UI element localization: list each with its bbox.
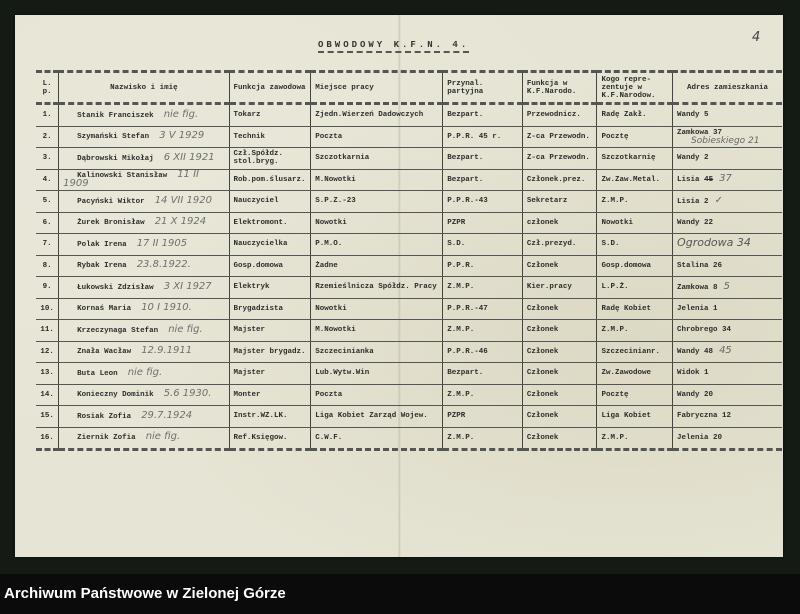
cell-role: Członek	[522, 341, 597, 363]
cell-function: Nauczycielka	[229, 234, 311, 256]
handwritten-note: 12.9.1911	[141, 345, 193, 357]
header-represents: Kogo repre-zentuje w K.F.Narodow.	[597, 72, 673, 104]
cell-name	[59, 126, 229, 148]
cell-address	[673, 255, 782, 277]
cell-workplace: C.W.F.	[311, 427, 443, 450]
cell-function: Rob.pom.ślusarz.	[229, 169, 311, 191]
cell-represents: L.P.Ż.	[597, 277, 673, 299]
cell-party: Z.M.P.	[443, 277, 523, 299]
cell-name	[59, 406, 229, 428]
header-role: Funkcja w K.F.Narodo.	[522, 72, 597, 104]
cell-party: Bezpart.	[443, 104, 523, 127]
cell-party: Bezpart.	[443, 169, 523, 191]
address-text: Chrobrego 34	[677, 326, 732, 335]
cell-function: Elektryk	[229, 277, 311, 299]
cell-represents: Z.M.P.	[597, 427, 673, 450]
cell-represents: Radę Kobiet	[597, 298, 673, 320]
cell-workplace: Nowotki	[311, 212, 443, 234]
cell-party: Z.M.P.	[443, 320, 523, 342]
name-text: Kornaś Maria	[77, 305, 132, 314]
address-note: 37	[719, 173, 732, 185]
cell-workplace: Lub.Wytw.Win	[311, 363, 443, 385]
address-text: Zamkowa 37	[677, 128, 723, 137]
cell-role: Przewodnicz.	[522, 104, 597, 127]
cell-address	[673, 384, 782, 406]
cell-name	[59, 341, 229, 363]
cell-represents: Szczecinianr.	[597, 341, 673, 363]
name-text: Rybak Irena	[77, 262, 127, 271]
cell-workplace: Nowotki	[311, 298, 443, 320]
cell-lp: 7.	[36, 234, 59, 256]
name-text: Kalinowski Stanisław	[77, 171, 168, 180]
cell-role: Czł.prezyd.	[522, 234, 597, 256]
handwritten-note: 14 VII 1920	[154, 194, 212, 206]
handwritten-note: 6 XII 1921	[163, 151, 215, 163]
cell-represents: Pocztę	[597, 126, 673, 148]
table-row	[36, 298, 782, 320]
header-lp: L. p.	[36, 72, 59, 104]
address-text: Lisia 2	[677, 197, 709, 206]
address-note-below: Sobieskiego 21	[691, 135, 760, 146]
cell-function: Monter	[229, 384, 311, 406]
cell-lp: 9.	[36, 277, 59, 299]
cell-workplace: S.P.Z.-23	[311, 191, 443, 213]
name-text: Buta Leon	[77, 369, 118, 378]
handwritten-note: nie fig.	[163, 108, 199, 120]
cell-party: P.P.R.-43	[443, 191, 523, 213]
name-text: Ziernik Zofia	[77, 434, 136, 443]
cell-workplace: M.Nowotki	[311, 320, 443, 342]
address-text: Wandy 5	[677, 111, 709, 120]
address-text: Zamkowa 8	[677, 283, 718, 292]
cell-workplace: Liga Kobiet Zarząd Wojew.	[311, 406, 443, 428]
cell-address	[673, 126, 782, 148]
cell-name	[59, 298, 229, 320]
members-table	[36, 70, 782, 451]
cell-party: P.P.R.-47	[443, 298, 523, 320]
header-workplace: Miejsce pracy	[311, 72, 443, 104]
handwritten-note: 11 II 1909	[63, 168, 199, 189]
address-text: Wandy 22	[677, 218, 714, 227]
cell-workplace: Szczecinianka	[311, 341, 443, 363]
name-text: Konieczny Dominik	[77, 391, 154, 400]
address-note: 5	[723, 280, 730, 292]
header-address: Adres zamieszkania	[673, 72, 782, 104]
cell-address	[673, 148, 782, 170]
cell-workplace: Zjedn.Wierzeń Dadowczych	[311, 104, 443, 127]
header-function: Funkcja zawodowa	[229, 72, 311, 104]
cell-function: Majster	[229, 363, 311, 385]
document-title: OBWODOWY K.F.N. 4.	[318, 40, 469, 53]
table-row	[36, 255, 782, 277]
cell-function: Instr.WZ.LK.	[229, 406, 311, 428]
handwritten-note: 3 V 1929	[159, 130, 205, 142]
address-text: Wandy 2	[677, 154, 709, 163]
cell-function: Majster brygadz.	[229, 341, 311, 363]
handwritten-note: 23.8.1922.	[136, 259, 191, 271]
cell-represents: Szczotkarnię	[597, 148, 673, 170]
cell-function: Czł.Spółdz. stol.bryg.	[229, 148, 311, 170]
cell-role: Członek	[522, 320, 597, 342]
cell-workplace: Poczta	[311, 384, 443, 406]
cell-role: Członek	[522, 384, 597, 406]
address-text: Jelenia 20	[677, 433, 723, 442]
cell-represents: Z.M.P.	[597, 191, 673, 213]
table-row	[36, 234, 782, 256]
cell-address	[673, 341, 782, 363]
address-text: Wandy 48	[677, 348, 714, 357]
cell-role: członek	[522, 212, 597, 234]
cell-workplace: Szczotkarnia	[311, 148, 443, 170]
table-header-row	[36, 72, 782, 104]
cell-role: Sekretarz	[522, 191, 597, 213]
cell-party: S.D.	[443, 234, 523, 256]
cell-address	[673, 363, 782, 385]
cell-role: Członek	[522, 255, 597, 277]
cell-represents: Liga Kobiet	[597, 406, 673, 428]
cell-party: Z.M.P.	[443, 427, 523, 450]
address-handwritten: Ogrodowa 34	[677, 236, 751, 250]
cell-lp: 11.	[36, 320, 59, 342]
cell-lp: 4.	[36, 169, 59, 191]
handwritten-note: nie fig.	[127, 366, 163, 378]
cell-role: Kier.pracy	[522, 277, 597, 299]
name-text: Krzeczynaga Stefan	[77, 326, 159, 335]
cell-represents: Zw.Zaw.Metal.	[597, 169, 673, 191]
cell-function: Gosp.domowa	[229, 255, 311, 277]
table-row	[36, 104, 782, 127]
name-text: Polak Irena	[77, 240, 127, 249]
cell-function: Majster	[229, 320, 311, 342]
cell-name	[59, 104, 229, 127]
handwritten-note: 10 I 1910.	[141, 302, 192, 314]
cell-name	[59, 363, 229, 385]
cell-party: Bezpart.	[443, 148, 523, 170]
cell-name	[59, 320, 229, 342]
cell-lp: 15.	[36, 406, 59, 428]
cell-lp: 12.	[36, 341, 59, 363]
name-text: Rosiak Zofia	[77, 412, 132, 421]
cell-represents: Z.M.P.	[597, 320, 673, 342]
cell-party: PZPR	[443, 212, 523, 234]
cell-function: Technik	[229, 126, 311, 148]
table-row	[36, 277, 782, 299]
name-text: Znała Wacław	[77, 348, 132, 357]
cell-lp: 13.	[36, 363, 59, 385]
cell-address	[673, 191, 782, 213]
cell-party: Bezpart.	[443, 363, 523, 385]
cell-name	[59, 277, 229, 299]
cell-role: Z-ca Przewodn.	[522, 148, 597, 170]
cell-lp: 14.	[36, 384, 59, 406]
cell-name	[59, 255, 229, 277]
cell-name	[59, 427, 229, 450]
cell-party: P.P.R.	[443, 255, 523, 277]
name-text: Żurek Bronisław	[77, 219, 145, 228]
cell-function: Ref.Księgow.	[229, 427, 311, 450]
cell-workplace: Żadne	[311, 255, 443, 277]
table-row	[36, 363, 782, 385]
address-note: ✓	[714, 194, 723, 206]
name-text: Pacyński Wiktor	[77, 197, 145, 206]
table-row	[36, 341, 782, 363]
handwritten-note: 17 II 1905	[136, 237, 188, 249]
cell-role: Członek	[522, 406, 597, 428]
name-text: Szymański Stefan	[77, 133, 150, 142]
cell-function: Brygadzista	[229, 298, 311, 320]
address-text: Fabryczna 12	[677, 412, 732, 421]
cell-address	[673, 298, 782, 320]
cell-lp: 6.	[36, 212, 59, 234]
archive-caption: Archiwum Państwowe w Zielonej Górze	[4, 585, 286, 602]
cell-lp: 5.	[36, 191, 59, 213]
handwritten-note: 29.7.1924	[141, 409, 193, 421]
cell-role: Członek.prez.	[522, 169, 597, 191]
table-row	[36, 427, 782, 450]
cell-function: Tokarz	[229, 104, 311, 127]
table-row	[36, 126, 782, 148]
cell-represents: Zw.Zawodowe	[597, 363, 673, 385]
name-text: Łukowski Zdzisław	[77, 283, 154, 292]
cell-role: Członek	[522, 427, 597, 450]
handwritten-note: 21 X 1924	[154, 216, 207, 228]
address-text: Wandy 20	[677, 390, 714, 399]
table-row	[36, 169, 782, 191]
cell-address	[673, 104, 782, 127]
table-row	[36, 212, 782, 234]
cell-workplace: Rzemieślnicza Spółdz. Pracy	[311, 277, 443, 299]
address-text: Widok 1	[677, 369, 709, 378]
cell-workplace: Poczta	[311, 126, 443, 148]
cell-name	[59, 234, 229, 256]
handwritten-note: nie fig.	[168, 323, 203, 335]
cell-lp: 3.	[36, 148, 59, 170]
page-number: 4	[752, 30, 761, 45]
cell-role: Członek	[522, 363, 597, 385]
address-text: Stalina 26	[677, 261, 723, 270]
cell-name	[59, 169, 229, 191]
header-name: Nazwisko i imię	[59, 72, 229, 104]
cell-represents: Nowotki	[597, 212, 673, 234]
cell-address	[673, 406, 782, 428]
table-row	[36, 191, 782, 213]
cell-represents: Pocztę	[597, 384, 673, 406]
header-party: Przynal. partyjna	[443, 72, 523, 104]
cell-party: P.P.R. 45 r.	[443, 126, 523, 148]
address-text: Jelenia 1	[677, 304, 718, 313]
cell-workplace: P.M.O.	[311, 234, 443, 256]
cell-party: Z.M.P.	[443, 384, 523, 406]
cell-address	[673, 277, 782, 299]
cell-address	[673, 427, 782, 450]
cell-name	[59, 384, 229, 406]
cell-lp: 2.	[36, 126, 59, 148]
cell-role: Członek	[522, 298, 597, 320]
address-text: Lisia	[677, 176, 700, 185]
handwritten-note: 5.6 1930.	[163, 388, 212, 400]
cell-party: PZPR	[443, 406, 523, 428]
cell-represents: S.D.	[597, 234, 673, 256]
cell-address	[673, 234, 782, 256]
name-text: Stanik Franciszek	[77, 111, 154, 120]
cell-party: P.P.R.-46	[443, 341, 523, 363]
cell-represents: Gosp.domowa	[597, 255, 673, 277]
table-row	[36, 320, 782, 342]
cell-address	[673, 320, 782, 342]
cell-name	[59, 148, 229, 170]
table-row	[36, 406, 782, 428]
name-text: Dąbrowski Mikołaj	[77, 154, 154, 163]
cell-represents: Radę Zakł.	[597, 104, 673, 127]
address-struck: 45	[704, 176, 714, 185]
table-row	[36, 148, 782, 170]
cell-function: Nauczyciel	[229, 191, 311, 213]
cell-name	[59, 191, 229, 213]
table-row	[36, 384, 782, 406]
cell-role: Z-ca Przewodn.	[522, 126, 597, 148]
cell-lp: 8.	[36, 255, 59, 277]
cell-lp: 1.	[36, 104, 59, 127]
cell-address	[673, 169, 782, 191]
cell-address	[673, 212, 782, 234]
cell-function: Elektromont.	[229, 212, 311, 234]
cell-workplace: M.Nowotki	[311, 169, 443, 191]
cell-lp: 16.	[36, 427, 59, 450]
address-note: 45	[719, 345, 732, 357]
handwritten-note: nie fig.	[145, 431, 181, 443]
cell-name	[59, 212, 229, 234]
handwritten-note: 3 XI 1927	[163, 280, 212, 292]
cell-lp: 10.	[36, 298, 59, 320]
